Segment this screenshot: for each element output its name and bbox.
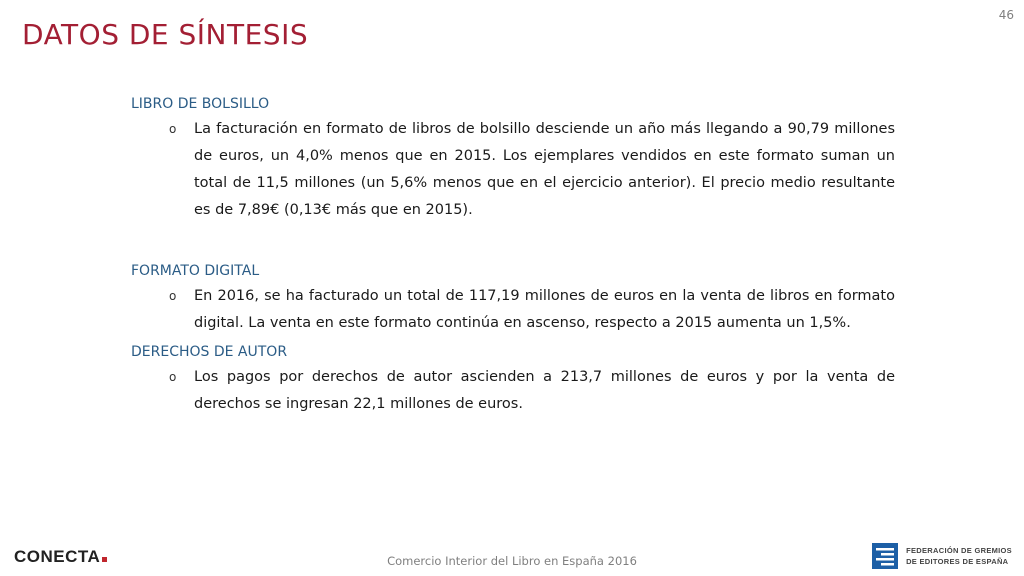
section-formato-digital [131, 260, 895, 337]
fge-line-1: FEDERACIÓN DE GREMIOS [906, 546, 1012, 555]
bullet-text: Los pagos por derechos de autor ascienden a 213,7 millones de euros y por la venta de derechos se ingresan 22,1 millones de euros. [194, 369, 895, 412]
fge-logo-text [906, 545, 1012, 567]
bullet-paragraph [131, 116, 895, 224]
fge-logo [872, 543, 1012, 569]
content-area [131, 93, 895, 418]
fge-emblem-icon [872, 543, 898, 569]
fge-line-2: DE EDITORES DE ESPAÑA [906, 557, 1009, 566]
section-heading: LIBRO DE BOLSILLO [131, 96, 270, 112]
section-heading: FORMATO DIGITAL [131, 263, 260, 279]
bullet-text: La facturación en formato de libros de bolsillo desciende un año más llegando a 90,79 millones de euros, un 4,0% menos que en 2015. Los ejemplares vendidos en este formato suman un total de 11,5 millones (un 5,6% menos que en el ejercicio anterior). El precio medio resultante es de 7,89€ (0,13€ más que en 2015). [194, 121, 895, 218]
page-number: 46 [998, 8, 1014, 22]
bullet-text: En 2016, se ha facturado un total de 117,19 millones de euros en la venta de libros en formato digital. La venta en este formato continúa en ascenso, respecto a 2015 aumenta un 1,5%. [194, 288, 895, 331]
slide-title: DATOS DE SÍNTESIS [22, 18, 309, 51]
footer-caption: Comercio Interior del Libro en España 2016 [387, 554, 637, 568]
section-heading: DERECHOS DE AUTOR [131, 344, 288, 360]
bullet-paragraph [131, 283, 895, 337]
conecta-logo-text: CONECTA [14, 547, 101, 566]
bullet-circle-icon: o [169, 122, 177, 136]
bullet-circle-icon: o [169, 289, 177, 303]
section-derechos-de-autor [131, 341, 895, 418]
bullet-paragraph [131, 364, 895, 418]
bullet-circle-icon: o [169, 370, 177, 384]
section-libro-de-bolsillo [131, 93, 895, 224]
